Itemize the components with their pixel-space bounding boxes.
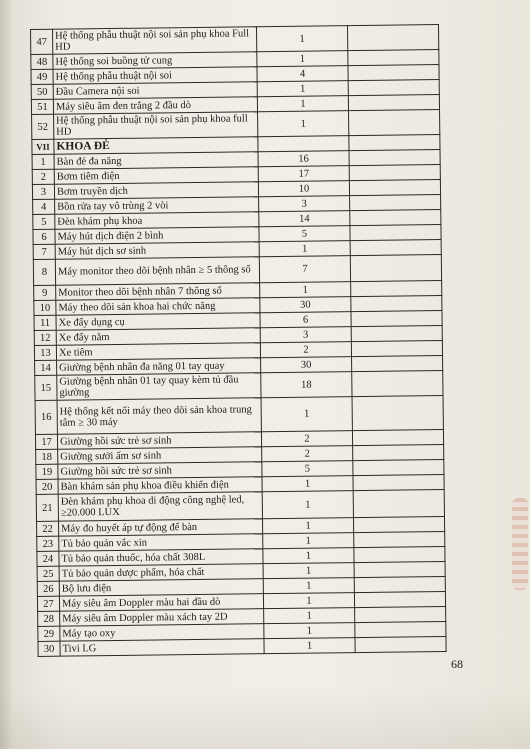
equipment-name: Tivi LG — [60, 639, 264, 656]
page-shadow — [0, 689, 530, 749]
empty-cell — [350, 194, 441, 210]
equipment-name: Máy hút dịch điện 2 bình — [55, 227, 259, 244]
empty-cell — [348, 95, 439, 111]
equipment-name: Máy monitor theo dõi bệnh nhân ≥ 5 thông số — [55, 257, 259, 285]
quantity: 1 — [262, 518, 353, 534]
empty-cell — [353, 489, 444, 517]
quantity: 1 — [263, 533, 354, 549]
quantity: 1 — [264, 608, 355, 624]
quantity: 1 — [257, 96, 348, 112]
empty-cell — [351, 310, 442, 326]
empty-cell — [355, 606, 446, 622]
equipment-name: Đèn khám phụ khoa — [55, 212, 259, 229]
equipment-name: Bộ lưu điện — [59, 579, 263, 596]
quantity: 4 — [257, 66, 348, 82]
empty-cell — [353, 444, 444, 460]
row-number: 27 — [37, 596, 59, 611]
empty-cell — [351, 340, 442, 356]
empty-cell — [355, 636, 446, 652]
row-number: 29 — [38, 626, 60, 641]
quantity: 1 — [257, 81, 348, 97]
row-number: 26 — [37, 581, 59, 596]
equipment-name: Hệ thống phẫu thuật nội soi — [53, 67, 257, 84]
empty-cell — [352, 429, 443, 445]
row-number: 25 — [37, 566, 59, 581]
equipment-name: Máy siêu âm đen trắng 2 đầu dò — [53, 97, 257, 114]
empty-cell — [351, 325, 442, 341]
table-row — [35, 395, 443, 434]
equipment-name: Bơm tiêm điện — [54, 167, 258, 184]
quantity: 10 — [258, 181, 349, 197]
empty-cell — [355, 621, 446, 637]
quantity: 17 — [258, 166, 349, 182]
equipment-name: Bơm truyền dịch — [54, 182, 258, 199]
row-number: 17 — [35, 434, 57, 449]
quantity: 1 — [264, 623, 355, 639]
empty-cell — [352, 395, 443, 430]
row-number: 6 — [33, 229, 55, 244]
row-number: 19 — [36, 464, 58, 479]
quantity: 1 — [257, 51, 348, 67]
empty-cell — [354, 546, 445, 562]
quantity: 30 — [260, 297, 351, 313]
equipment-name: Máy theo dõi sản khoa hai chức năng — [56, 298, 260, 315]
equipment-name: Bàn đẻ đa năng — [54, 152, 258, 169]
empty-cell — [348, 50, 439, 66]
equipment-name: Hệ thống kết nối máy theo dõi sản khoa trung tâm ≥ 30 máy — [57, 398, 261, 434]
quantity: 3 — [259, 196, 350, 212]
row-number: 48 — [31, 54, 53, 69]
empty-cell — [349, 164, 440, 180]
quantity: 7 — [259, 256, 350, 283]
row-number: 18 — [36, 449, 58, 464]
quantity: 1 — [262, 491, 353, 519]
empty-cell — [348, 65, 439, 81]
empty-cell — [353, 474, 444, 490]
row-number: 8 — [33, 259, 55, 285]
equipment-name: Giường bệnh nhân đa năng 01 tay quay — [57, 358, 261, 375]
quantity: 2 — [261, 431, 352, 447]
empty-cell — [353, 459, 444, 475]
equipment-name: Máy siêu âm Doppler màu hai đầu dò — [59, 594, 263, 611]
row-number: 51 — [31, 99, 53, 114]
row-number: 7 — [33, 244, 55, 259]
equipment-name: Tủ bảo quản thuốc, hóa chất 308L — [59, 549, 263, 566]
quantity: 5 — [259, 226, 350, 242]
equipment-table-body — [31, 25, 447, 657]
quantity: 1 — [262, 476, 353, 492]
quantity: 1 — [263, 563, 354, 579]
row-number: VII — [32, 139, 54, 154]
equipment-name: Bồn rửa tay vô trùng 2 vòi — [55, 197, 259, 214]
empty-cell — [351, 280, 442, 296]
equipment-name: Xe tiêm — [56, 343, 260, 360]
row-number: 16 — [35, 400, 57, 434]
row-number: 2 — [32, 169, 54, 184]
empty-cell — [354, 591, 445, 607]
equipment-name: Máy hút dịch sơ sinh — [55, 242, 259, 259]
row-number: 49 — [31, 69, 53, 84]
quantity: 2 — [262, 446, 353, 462]
equipment-name: Đầu Camera nội soi — [53, 82, 257, 99]
equipment-name: Giường hồi sức trẻ sơ sinh — [58, 462, 262, 479]
empty-cell — [352, 370, 443, 396]
row-number: 24 — [37, 551, 59, 566]
equipment-table — [30, 24, 447, 657]
empty-cell — [353, 516, 444, 532]
empty-cell — [354, 561, 445, 577]
quantity: 1 — [263, 593, 354, 609]
page-binding-edge — [0, 0, 14, 749]
empty-cell — [347, 25, 438, 51]
equipment-name: Hệ thống phẫu thuật nội soi sản phụ khoa Full HD — [53, 27, 257, 54]
quantity: 3 — [260, 327, 351, 343]
equipment-name: Monitor theo dõi bệnh nhân 7 thông số — [56, 283, 260, 300]
empty-cell — [351, 295, 442, 311]
row-number: 20 — [36, 479, 58, 494]
quantity: 2 — [260, 342, 351, 358]
page-number: 68 — [451, 657, 463, 671]
quantity: 30 — [261, 357, 352, 373]
equipment-name: Máy siêu âm Doppler màu xách tay 2D — [60, 609, 264, 626]
equipment-name: Bàn khám sản phụ khoa điều khiển điện — [58, 477, 262, 494]
row-number: 52 — [32, 114, 54, 139]
empty-cell — [350, 254, 441, 281]
quantity: 1 — [259, 241, 350, 257]
row-number: 47 — [31, 29, 53, 54]
row-number: 9 — [34, 285, 56, 300]
equipment-name: Hệ thống soi buồng tử cung — [53, 52, 257, 69]
row-number: 30 — [38, 641, 60, 656]
row-number: 11 — [34, 315, 56, 330]
quantity: 1 — [263, 578, 354, 594]
row-number: 15 — [35, 375, 57, 400]
quantity: 18 — [261, 372, 352, 398]
empty-cell — [348, 80, 439, 96]
empty-cell — [349, 135, 440, 151]
row-number: 12 — [34, 330, 56, 345]
equipment-name: Giường hồi sức trẻ sơ sinh — [57, 432, 261, 449]
equipment-name: Xe đẩy dụng cụ — [56, 313, 260, 330]
empty-cell — [349, 110, 440, 136]
equipment-name: Máy tạo oxy — [60, 624, 264, 641]
equipment-name: Tủ bảo quản vắc xin — [59, 534, 263, 551]
empty-cell — [354, 576, 445, 592]
empty-cell — [354, 531, 445, 547]
equipment-name: Tủ bảo quản dược phẩm, hóa chất — [59, 564, 263, 581]
row-number: 21 — [36, 494, 58, 521]
row-number: 50 — [31, 84, 53, 99]
row-number: 13 — [34, 345, 56, 360]
quantity: 16 — [258, 151, 349, 167]
row-number: 10 — [34, 300, 56, 315]
quantity: 1 — [258, 111, 349, 137]
empty-cell — [352, 355, 443, 371]
empty-cell — [349, 179, 440, 195]
quantity: 14 — [259, 211, 350, 227]
row-number: 22 — [37, 521, 59, 536]
equipment-name: Hệ thống phẫu thuật nội soi sản phụ khoa full HD — [54, 112, 258, 139]
equipment-name: Giường sưởi ấm sơ sinh — [58, 447, 262, 464]
row-number: 5 — [33, 214, 55, 229]
red-stamp-mark — [512, 498, 528, 590]
row-number: 23 — [37, 536, 59, 551]
quantity: 1 — [261, 397, 352, 432]
row-number: 28 — [38, 611, 60, 626]
row-number: 1 — [32, 154, 54, 169]
empty-cell — [350, 224, 441, 240]
equipment-name: Đèn khám phụ khoa di động công nghệ led, ≥20.000 LUX — [58, 492, 262, 521]
equipment-name: Máy đo huyết áp tự động để bàn — [59, 519, 263, 536]
quantity: 1 — [264, 638, 355, 654]
row-number: 3 — [32, 184, 54, 199]
empty-cell — [349, 149, 440, 165]
equipment-name: KHOA ĐẺ — [54, 137, 258, 154]
quantity — [258, 136, 349, 152]
quantity: 6 — [260, 312, 351, 328]
quantity: 1 — [256, 26, 347, 52]
quantity: 1 — [260, 282, 351, 298]
empty-cell — [350, 209, 441, 225]
quantity: 5 — [262, 461, 353, 477]
equipment-name: Xe đẩy nằm — [56, 328, 260, 345]
equipment-name: Giường bệnh nhân 01 tay quay kèm tủ đầu giường — [57, 373, 261, 400]
quantity: 1 — [263, 548, 354, 564]
row-number: 4 — [33, 199, 55, 214]
empty-cell — [350, 239, 441, 255]
row-number: 14 — [35, 360, 57, 375]
